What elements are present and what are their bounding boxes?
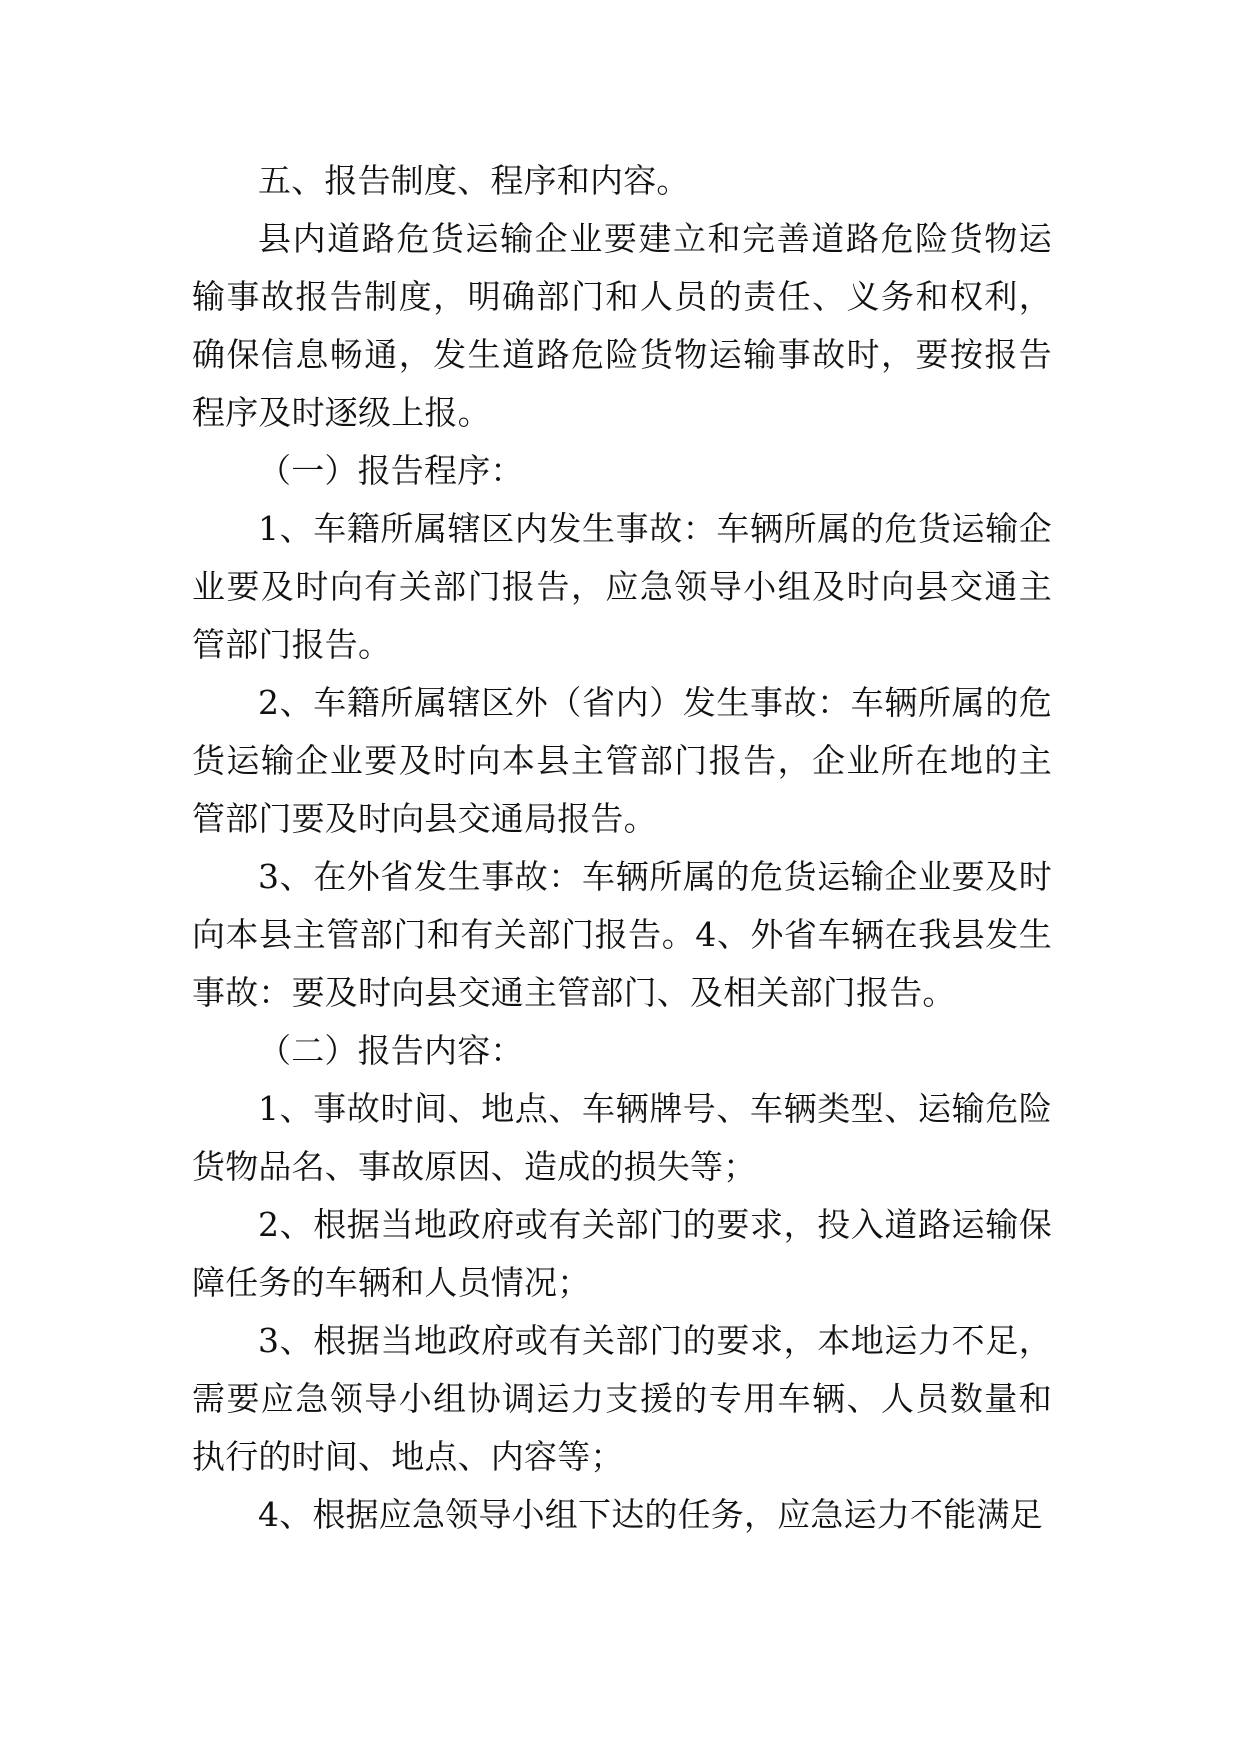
section-heading: 五、报告制度、程序和内容。 [258,161,690,200]
content-item: 2、根据当地政府或有关部门的要求，投入道路运输保障任务的车辆和人员情况； [192,1205,1052,1302]
subsection-title-content: （二）报告内容： [258,1031,524,1070]
procedure-item: 2、车籍所属辖区外（省内）发生事故：车辆所属的危货运输企业要及时向本县主管部门报告，企业所在地的主管部门要及时向县交通局报告。 [192,683,1052,838]
procedure-item: 3、在外省发生事故：车辆所属的危货运输企业要及时向本县主管部门和有关部门报告。4、外省车辆在我县发生事故：要及时向县交通主管部门、及相关部门报告。 [192,857,1052,1012]
content-item: 4、根据应急领导小组下达的任务，应急运力不能满足 [258,1495,1043,1534]
content-item: 3、根据当地政府或有关部门的要求，本地运力不足，需要应急领导小组协调运力支援的专用车辆、人员数量和执行的时间、地点、内容等； [192,1321,1052,1476]
procedure-item: 1、车籍所属辖区内发生事故：车辆所属的危货运输企业要及时向有关部门报告，应急领导小组及时向县交通主管部门报告。 [192,509,1052,664]
document-body [192,152,1052,1544]
intro-paragraph: 县内道路危货运输企业要建立和完善道路危险货物运输事故报告制度，明确部门和人员的责任、义务和权利，确保信息畅通，发生道路危险货物运输事故时，要按报告程序及时逐级上报。 [192,219,1052,432]
subsection-title-procedure: （一）报告程序： [258,451,524,490]
content-item: 1、事故时间、地点、车辆牌号、车辆类型、运输危险货物品名、事故原因、造成的损失等； [192,1089,1052,1186]
